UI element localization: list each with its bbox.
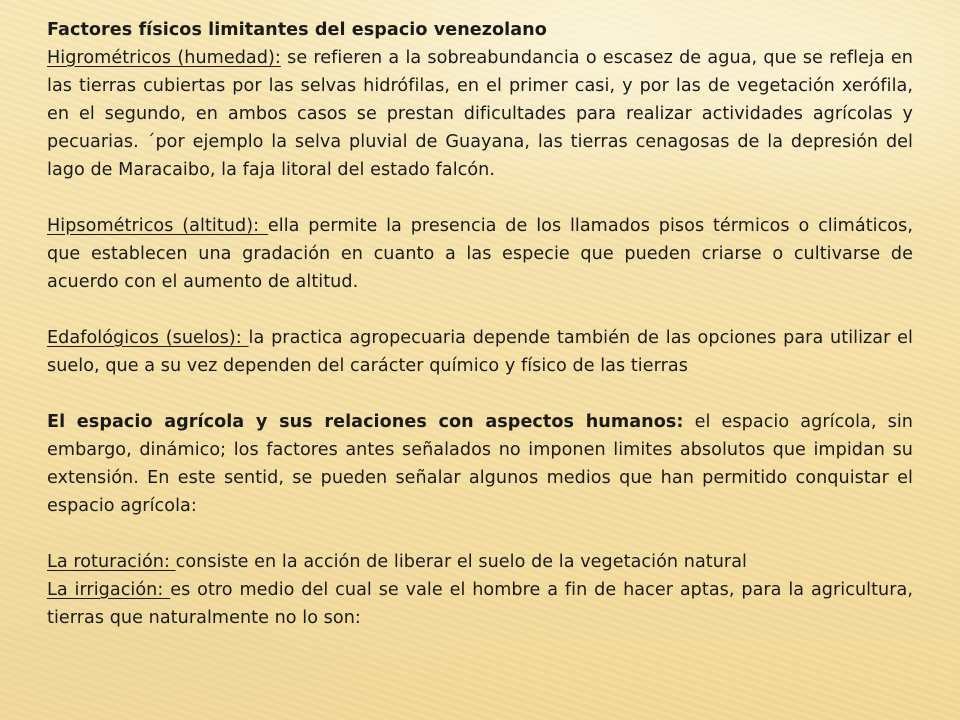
slide-title: Factores físicos limitantes del espacio venezolano <box>47 20 547 40</box>
body-irrigacion: es otro medio del cual se vale el hombre a fin de hacer aptas, para la agricultura, tierras que naturalmente no lo son: <box>47 580 913 628</box>
paragraph-edafologicos <box>47 324 913 380</box>
paragraph-irrigacion <box>47 576 913 632</box>
body-edafologicos: la practica agropecuaria depende también de las opciones para utilizar el suelo, que a su vez dependen del carácter químico y físico de las tierras <box>47 328 913 376</box>
paragraph-spacer <box>47 520 913 548</box>
paragraph-hipsometricos <box>47 212 913 296</box>
paragraph-spacer <box>47 380 913 408</box>
paragraph-spacer <box>47 184 913 212</box>
heading-roturacion: La roturación: <box>47 552 176 572</box>
paragraph-roturacion <box>47 548 913 576</box>
body-espacio-agricola: el espacio agrícola, sin embargo, dinámico; los factores antes señalados no imponen limites absolutos que impidan su extensión. En este sentid, se pueden señalar algunos medios que han permitido conquistar el espacio agrícola: <box>47 412 914 516</box>
heading-edafologicos: Edafológicos (suelos): <box>47 328 249 348</box>
heading-irrigacion: La irrigación: <box>47 580 171 600</box>
paragraph-espacio-agricola <box>47 408 913 520</box>
body-hipsometricos: ella permite la presencia de los llamados pisos térmicos o climáticos, que establecen una gradación en cuanto a las especie que pueden criarse o cultivarse de acuerdo con el aumento de altitud. <box>47 216 913 292</box>
paragraph-higrometricos <box>47 44 913 184</box>
body-higrometricos: se refieren a la sobreabundancia o escasez de agua, que se refleja en las tierras cubiertas por las selvas hidrófilas, en el primer casi, y por las de vegetación xerófila, en el segundo, en ambos casos se prestan dificultades para realizar actividades agrícolas y pecuarias. ´por ejemplo la selva pluvial de Guayana, las tierras cenagosas de la depresión del lago de Maracaibo, la faja litoral del estado falcón. <box>47 48 914 180</box>
paragraph-spacer <box>47 296 913 324</box>
heading-hipsometricos: Hipsométricos (altitud): <box>47 216 268 236</box>
slide-text-block <box>47 16 913 632</box>
heading-espacio-agricola: El espacio agrícola y sus relaciones con aspectos humanos: <box>47 412 684 432</box>
heading-higrometricos: Higrométricos (humedad): <box>47 48 281 68</box>
body-roturacion: consiste en la acción de liberar el suelo de la vegetación natural <box>175 552 747 572</box>
